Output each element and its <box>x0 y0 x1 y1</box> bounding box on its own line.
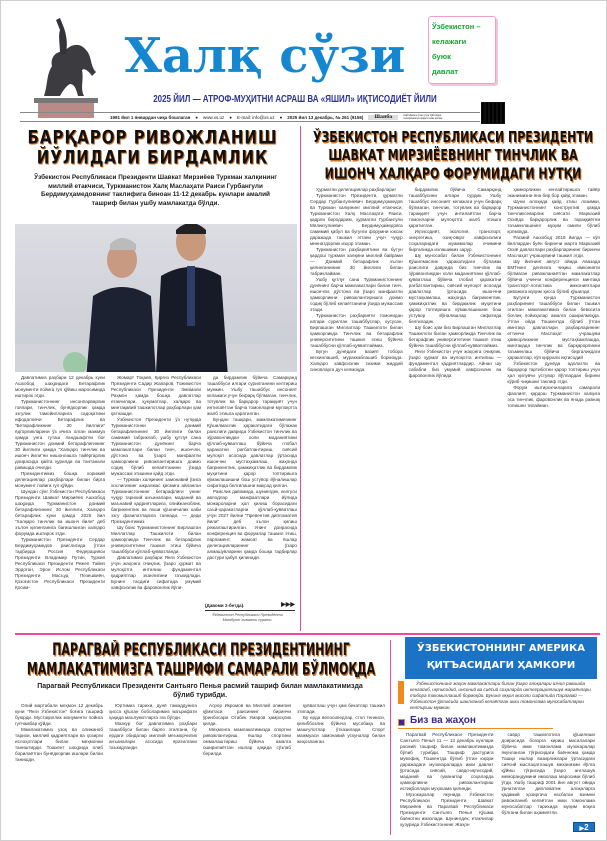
article2-headline <box>304 128 602 183</box>
paragraph: да бирдамлик бўйича Самарқанд ташаббуси илгари сурилганини келтириш мумкин. Ушбу ташаббус инсоният келажаги учун бефарқ бўлмаган, тинчлик, тотувлик ва барқарор тараққиёт учун интилаётган барча томонларни мулоқотга жалб этишга қаратилган. <box>207 375 297 416</box>
article3-headline <box>15 640 387 679</box>
headline-line: ҚИТЪАСИДАГИ ҲАМКОРИ <box>426 660 576 671</box>
paragraph: Бугун дунёдаги вазият тобора кескинлашиб, мураккаблашиб бормоқда. Халқаро хавфсизлик тизими жиддий синовларга дуч келмоқда. <box>310 349 403 372</box>
paragraph: Олий мартабали меҳмон 12 декабрь куни “Янги Ўзбекистон” боғига ташриф буюрди. Мустақиллик монументи пойига гулчамбар қўйди. <box>15 703 103 726</box>
text-column <box>15 375 105 597</box>
column-divider <box>390 640 391 835</box>
headline-line: БАРҚАРОР РИВОЖЛАНИШ <box>27 125 278 149</box>
article1-headline <box>20 127 285 167</box>
paragraph: Бу ерда велосипедлар, стол тенниси, қилиჩбозлик бўйича мусобақа ва машғулотлар ўтказилади. Спорт мажмуаси замонавий ускуналар билан жиҳозланган. <box>297 715 385 744</box>
paragraph: Иқтисодиёт, экология, транспорт, энергетика, озиқ-овқат хавфсизлиги соҳаларидаги муаммолар ечимини биргаликда излашимиз зарур. <box>408 229 502 252</box>
paragraph: Ушбу қутлуғ сана Туркманистоннинг дунёнинг барча мамлакатлари билан тинч, ишончли, дўстона ва ўзаро манфаатли ҳамкорликни ривожлантиришга доимо содиқ бўлиб келаётганини ўзида мужассам этади. <box>310 277 403 312</box>
orange-accent-bar <box>398 681 404 704</box>
paragraph: Бугунги кунда Туркманистон раҳбарининг ташаббуси билан ташкил этилган мамлакатимиз билан бевосита боғлиқ лойиҳалар амалга оширилмоқда. Ўтган ойда Тошкентда бўлиб ўтган минтақа давлатлари раҳбарларининг еттинчи Маслаҳат учрашуви ҳамкорликнинг мустаҳкамлашда, минтақада тинчлик ва барқарорликни таъминлаш бўйича биргаликдаги ҳаракатлар, кўп қиррали иқтисодий <box>507 295 601 360</box>
text-column <box>15 703 103 839</box>
column-divider <box>300 126 301 631</box>
bullet-icon: ● <box>195 114 199 120</box>
headline-line: ПАРАГВАЙ РЕСПУБЛИКАСИ ПРЕЗИДЕНТИНИНГ <box>52 640 350 660</box>
photo-caption <box>200 613 295 623</box>
paragraph: Туркманистон Президенти Сердар Бердимуҳамедов раислигида ўтган тадбирда Россия Федерацияси Президенти Владимир Путин, Туркия Республикаси Президенти Режеп Тайип Эрдоған, Эрон Ислом Республикаси Президенти Масъуд Пезешкиён, Қозоғистон Республикаси Президенти Қосим- <box>15 537 105 590</box>
year-motto: 2025 ЙИЛ — АТРОФ-МУҲИТНИ АСРАШ ВА «ЯШИЛ» ИҚТИСОДИЁТ ЙИЛИ <box>153 94 437 105</box>
text-column <box>502 732 596 832</box>
qr-note: Сайтимизга ўтиш учун QR-кодни телефонингиз орқали скан қилинг <box>403 114 443 120</box>
slogan-line: давлат <box>432 67 459 76</box>
article4-headline <box>405 637 597 679</box>
text-column <box>203 703 291 839</box>
paragraph: Юртимиз тарихи, дунё тамаддунига ҳисса қўшган боболаримиз маърифати ҳақида маълумотларга эга бўлди. <box>109 703 197 720</box>
paragraph: Бундан ташқари, мамлакатимизнинг Қўшилмаслик ҳаракатидаги бўлажак раислиги даврида Ўзбекистон тинчлик ва зўравонликдан холи маданиятини қўллаб-қувватлаш бўйича глобал ҳаракатни рағбатлантириш, сиёсий мулоқот асосида давлатлар ўртасида ишончни мустаҳкамлаш, жаҳонда бағрикенглик, ҳамжиҳатлик ва бирдамлик муҳитини қарор топтиришга кўмаклашишни бош устувор йўналишлар сифатида белгилашни мақсад қилган. <box>207 417 297 488</box>
caption-line: Ўзбекистон Республикаси Президенти <box>212 613 283 617</box>
issue-date: 2025 йил 13 декабрь, № 261 (9156) <box>287 114 364 120</box>
paragraph: Давлатимиз раҳбари Янги Ўзбекистон учун жаҳонга очиқлик, ўзаро ҳурмат ва мулоқотга интилиш фундаментал қадриятлар эканлигини таъкидлади. Бунинг тасдиғи сифатида умумий хавфсизлик ва фаровонлик йўли- <box>111 555 201 590</box>
bullet-icon: ● <box>229 114 232 120</box>
headline-line: ШАВКАТ МИРЗИЁЕВНИНГ ТИНЧЛИК ВА <box>328 146 578 165</box>
paragraph: Туркманистон Президенти, ҳурматли Сердар Гурбангулиевич Бердимуҳамедов ва Туркман халқининг миллий етакчиси, Туркманистон Халқ Маслаҳати Раиси, қадрли биродарим, ҳурматли Гурбангули Мяликгулиевич Бердимуҳамедовга самимий қабул ва бугунги форумни юксак даражада ташкил этгани учун чуқур миннатдорлик изҳор этаман. <box>310 193 403 246</box>
weekday: Шанба <box>368 115 398 120</box>
headline-line: ЙЎЛИДАГИ БИРДАМЛИК <box>36 145 269 169</box>
paragraph: Мазкур боғ давлатимиз раҳбари ташаббуси билан барпо этилгани, бу ердаги обидалар миллий меъморчилик анъаналари асосида яратилгани таъкидланди. <box>109 721 197 750</box>
paragraph: Туркманистоннинг инсонпарварлик гоялари, тинчлик, бунёдкорлик ҳамда эзгулик тамойилларига садоқатини ифодаловчи Бетарафлик ва “Бетарафликнинг 30 йиллиги” ёдгорликларини ўз ичига олган мажмуа ҳамда унга туташ ландшафтли боғ Туркманистон доимий бетарафлигининг 30 йиллиги ҳамда “Халқаро тинчлик ва ишонч йили”ни нишонлашга тайёргарлик доирасида қайта қурилди ва тантанали равишда очилди. <box>15 399 105 470</box>
paragraph: Президентимиз бошқа хорижий делегациялар раҳбарлари билан бирга монумент пойига гул қўйди. <box>15 471 105 488</box>
slogan-line: буюк <box>432 52 451 61</box>
paragraph: Асрор Икромов ва Миллий олимпия қўмитаси раисининг биринчи ўринбосари Отабек Умаров ҳамроҳлик қилди. <box>203 703 291 726</box>
text-column <box>400 732 494 832</box>
paragraph: — Туркман халқининг замонавий ўзига хослигининг ажралмас қисмига айланган Туркманистоннинг бетарафлиги унинг чуқур тарихий анъаналари, маданий ва маънавий қадриятларига, олийжаноблик, бағрикенглик ва яхши қўшничилик каби эзгу фазилатларига таянади, — деди Президентимиз. <box>111 477 201 524</box>
paragraph: Шу боис Туркманистоннинг Бирлашган Миллатлар Ташкилоти билан ҳамкорликда Тинчлик ва бетарафлик университетини ташкил этиш бўйича ташаббуси қўллаб-қувватланди. <box>111 525 201 554</box>
paragraph: Музокаралар якунида Ўзбекистон Республикаси Президенти Шавкат Мирзиёев ва Парагвай Республикаси Президенти Сантьяго Пенья Қўшма баёнотни имзолади. Шунингдек, етакчилар ҳузурида Ўзбекистоннинг Жаҳон <box>400 792 494 827</box>
article1-deck: Ўзбекистон Республикаси Президенти Шавкат Мирзиёев Туркман халқининг миллий етакчиси, Туркманистон Халқ Маслаҳати Раиси Гурбангули Бердимуҳамедовнинг таклифига биноан 11-12 декабрь кунлари амалий ташриф билан ушбу мамлакатда бўлди. <box>34 174 277 207</box>
continued-text: (Давоми 2-бетда). <box>205 603 245 608</box>
article2-body <box>310 187 600 630</box>
arrow-right-icon: ▶ <box>579 826 585 832</box>
issue-info-bar <box>20 112 480 122</box>
text-column <box>207 375 297 597</box>
section-divider <box>15 633 600 635</box>
paragraph: Раислик давомида, шунингдек, келгуси авлодлар манфаатлари йўлида можароларни ҳал қилиш борасидаги саъй-ҳаракатларни қўллаб-қувватлаш учун 2027 йилни “Превентив дипломатия йили” деб эълон қилиш режалаштирилган. Унинг доирасида конференция ва форумлар ташкил этиш, парламент, жамоат ва ёшлар делегацияларининг ўзаро алмашувларини ҳамда бошқа тадбирлар дастури қабул қилинади. <box>207 489 297 560</box>
paragraph: ҳамкорликни кенгайтиришга тайёр эканимизни яна бир бор қайд этаман. <box>507 187 601 198</box>
text-column <box>111 375 201 597</box>
paragraph: қувватлаш учун ҳам бекатлар ташкил этилади. <box>297 703 385 714</box>
paragraph: Шу йилнинг август ойида Авазада БМТнинг денгизга чиқиш имконияти бўлмаган ривожланаётган мамлакатлар бўйича учинчи конференцияси минтақа транспорт-логистика имкониятлари ривожига муҳим ҳисса бўлиб қўшилди. <box>507 259 601 294</box>
masthead-title: Халқ сўзи <box>124 28 406 84</box>
paragraph: Шу боис ҳам биз Бирлашган Миллатлар Ташкилоти билан ҳамкорликда Тинчлик ва бетарафлик университетини ташкил этиш бўйича ташаббусни қўллаб-қувватлаймиз. <box>408 325 502 348</box>
paragraph: Шуни алоҳида қайд этиш лозимки, Туркманистоннинг конструктив ҳамда тинчликсеварлик сиёсати Марказий Осиёда барқарорлик ва тараққиётни таъминлашнинг муҳим омили бўлиб қолмоқда. <box>507 199 601 234</box>
paragraph: Туркманистон раҳбариятини ва бутун қардош туркман халқини миллий байрами — Доимий бетарафлик эълон қилинганининг 30 йиллиги билан табриклайман. <box>310 247 403 276</box>
paragraph: Жомарт Тоқаев, Қирғиз Республикаси Президенти Садир Жапаров, Тожикистон Республикаси Президенти Эмомали Раҳмон ҳамда бошқа давлатлар етакчилари, ҳукуматлар, халқаро ва минтақавий ташкилотлар раҳбарлари ҳам қатнашди. <box>111 375 201 416</box>
headline-line: ЎЗБЕКИСТОННИНГ АМЕРИКА <box>417 643 585 654</box>
page-number: 2 <box>584 823 589 832</box>
paragraph: Ҳурматли делегациялар раҳбарлари! <box>316 187 396 192</box>
slogan-line: Ўзбекистон – <box>432 22 481 31</box>
qr-code-icon[interactable] <box>482 103 504 123</box>
presidents-photo <box>15 224 297 372</box>
article1-body <box>15 375 297 597</box>
rubric-underline <box>398 728 553 729</box>
caption-line: Матбуот хизмати сурати. <box>222 618 273 622</box>
arrows-icon: ▶▶▶ <box>281 602 295 608</box>
email-link[interactable]: E-mail: info@xs.uz <box>237 114 275 120</box>
article3-body <box>15 703 385 839</box>
paragraph: Меҳмонга мамлакатимизда спортни ривожлантириш, ёшлар спортини оммалаштириш бўйича амалга оширилаётган ишлар ҳақида сўзлаб берилди. <box>203 727 291 756</box>
paragraph: бирдамлик бўйича Самарқанд ташаббусини илгари сурдик. Ушбу ташаббус инсоният келажаги учун бефарқ бўлмаган, тинчлик, тотувлик ва барқарор тараққиёт учун интилаётган барча томонларни мулоқотга жалб этишга қаратилган. <box>408 187 502 228</box>
text-column <box>297 703 385 839</box>
paragraph: Янги Ўзбекистон учун жаҳонга очиқлик, ўзаро ҳурмат ва мулоқотга интилиш — фундаментал қадриятлардир. Айнан шу сабабли биз умумий хавфсизлик ва фаровонлик йўлида <box>408 349 502 378</box>
paragraph: Давлатимиз раҳбари 12 декабрь куни Ашхобод шаҳридаги Бетарафлик монументи пойига гул қўйиш маросимида иштирок этди. <box>15 375 105 398</box>
slogan-line: келажаги <box>432 37 467 46</box>
text-column <box>507 187 600 630</box>
slogan-box <box>428 16 496 84</box>
text-column <box>409 187 502 630</box>
statue-logo-icon <box>30 14 102 118</box>
article4-body <box>400 732 595 832</box>
paragraph: Парагвай Республикаси Президенти Сантьяго Пенья 11 — 13 декабрь кунлари расмий ташриф билан мамлакатимизда бўлиб турибди. Ташриф дастурига мувофиқ, Тошкентда бўлиб ўтган юқори даражадаги музокараларда икки давлат ўртасида сиёсий, савдо-иқтисодий, маданий ва гуманитар соҳаларда ҳамкорликни ривожлантириш истиқболлари муҳокама қилинди. <box>400 732 494 791</box>
article4-intro: Ўзбекистоннинг жаҳон мамлакатлари билан ўзаро алоқалари изчил равишда кенгайиб, иқтисодий, инсоний ва сиёсий соҳаларда интеграциялашув жараёнлари тобора такомиллашиб бормоқда. Бунинг яққол мисоли сифатида Парагвай — Ўзбекистон ўртасида шаклланиб келаётган икки томонлама муносабатларни келтириш мумкин. <box>410 681 591 710</box>
paragraph: савдо ташкилотига қўшилиши доирасида бозорга кириш масалалари бўйича икки томонлама музокаралар якунланган тўғрисидаги баённома ҳамда Ташқи ишлар вазирликлари ўртасидаги сиёсий маслаҳатлашув механизми йўлга қўйиш тўғрисида ўзаро англашув меморандумини имзолаш маросими бўлиб ўтди. Ушбу ташриф 2001 йил август ойида ўрнатилган дипломатик алоқаларга қадамий ҳозиргача насбатан взимни ривожланиб келаётган икки томонлама муносабатлар тарихида муҳим воқеа бўлгани билан аҳамиятли. <box>501 732 595 815</box>
website-link[interactable]: www.xs.uz <box>203 114 225 120</box>
paragraph: Форум иштирокчиларига самарали фаолият, қардош Туркманистон халқига эса тинчлик, фаровонлик ва янада равнақ топишни тилайман. <box>507 385 601 408</box>
text-column <box>109 703 197 839</box>
paragraph: Расмий Ашхобод 2018 йилда — кўп йиллардан буён биринчи марта Марказий Осиё давлатлари раҳбарларининг биринчи Маслаҳат учрашувини ташкил этди. <box>507 235 601 258</box>
article3-deck: Парагвай Республикаси Президенти Сантьяго Пенья расмий ташриф билан мамлакатимизда бўлиб турибди. <box>37 683 363 699</box>
paragraph: Ўзбекистон дунёда адолатли ва барқарор тартиботни қарор топтириш учун ҳал қилувчи устувор йўллардан бирини кўриб чиқишни таклиф этди. <box>507 361 601 384</box>
headline-line: ЎЗБЕКИСТОН РЕСПУБЛИКАСИ ПРЕЗИДЕНТИ <box>312 128 594 147</box>
rubric-title: Биз ва жаҳон <box>410 715 476 726</box>
text-column <box>310 187 403 630</box>
next-page-button[interactable] <box>573 822 595 832</box>
paragraph: Шундан сўнг Ўзбекистон Республикаси Президенти Шавкат Мирзиёев Ашхобод шаҳрида Туркманистон доимий бетарафлигининг 30 йиллиги, Халқаро бетарафлик куни ҳамда 2025 йил “Халқаро тинчлик ва ишонч йили” деб эълон қилинганига бағишланган халқаро форумда иштирок этди. <box>15 489 105 536</box>
paragraph: Шу муносабат билан Ўзбекистоннинг Қўшилмаслик ҳаракатидаги бўлажак раислиги даврида биз тинчлик ва зўравонликдан холи маданиятини қўллаб-қувватлаш бўйича глобал ҳаракатни рағбатлантириш, сиёсий мулоқот асосида давлатлар ўртасида ишончни мустаҳкамлаш, жаҳонда бағрикенглик, ҳамжиҳатлик ва бирдамлик муҳитини қарор топтиришга кўмаклашишни бош устувор йўналишлар сифатида белгиладик. <box>408 253 502 324</box>
paragraph: Мамлакатимиз узоқ ва олижаноб тарихи, миллий қадриятлари ва ҳозирги ислоҳотлари билан меҳмонни таништирди. Тошкент шаҳрида олиб борилаётган бунёдкорлик ишлари билан танишди. <box>15 727 103 762</box>
paragraph: Туркманистон раҳбарияти томонидан илгари сурилган ташаббуслар, хусусан, Бирлашган Миллатлар Ташкилоти билан ҳамкорликда Тинчлик ва бетарафлик университетини ташкил этиш бўйича ташаббусни қўллаб-қувватлаймиз. <box>310 313 403 348</box>
continued-link[interactable] <box>205 601 295 611</box>
bullet-icon: ● <box>279 114 283 120</box>
headline-line: ИШОНЧ ХАЛҚАРО ФОРУМИДАГИ НУТҚИ <box>324 164 582 183</box>
since-text: 1991 йил 1 январдан чиқа бошлаган <box>110 114 191 120</box>
rubric-square-icon <box>398 719 405 726</box>
paragraph: Ўзбекистон Президенти ўз нутқида Туркманистонни доимий бетарафлигининг 30 йиллиги билан самимий табриклаб, ушбу қутлуғ сана Туркманистон дунёнинг барча мамлакатлари билан тинч, ишончли, дўстона ва ўзаро манфаатли ҳамкорликни ривожлантиришга доимо содиқ бўлиб келаётганини ўзида мужассам этишини қайд этди. <box>111 417 201 476</box>
headline-line: МАМЛАКАТИМИЗГА ТАШРИФИ САМАРАЛИ БЎЛМОҚДА <box>26 659 376 679</box>
